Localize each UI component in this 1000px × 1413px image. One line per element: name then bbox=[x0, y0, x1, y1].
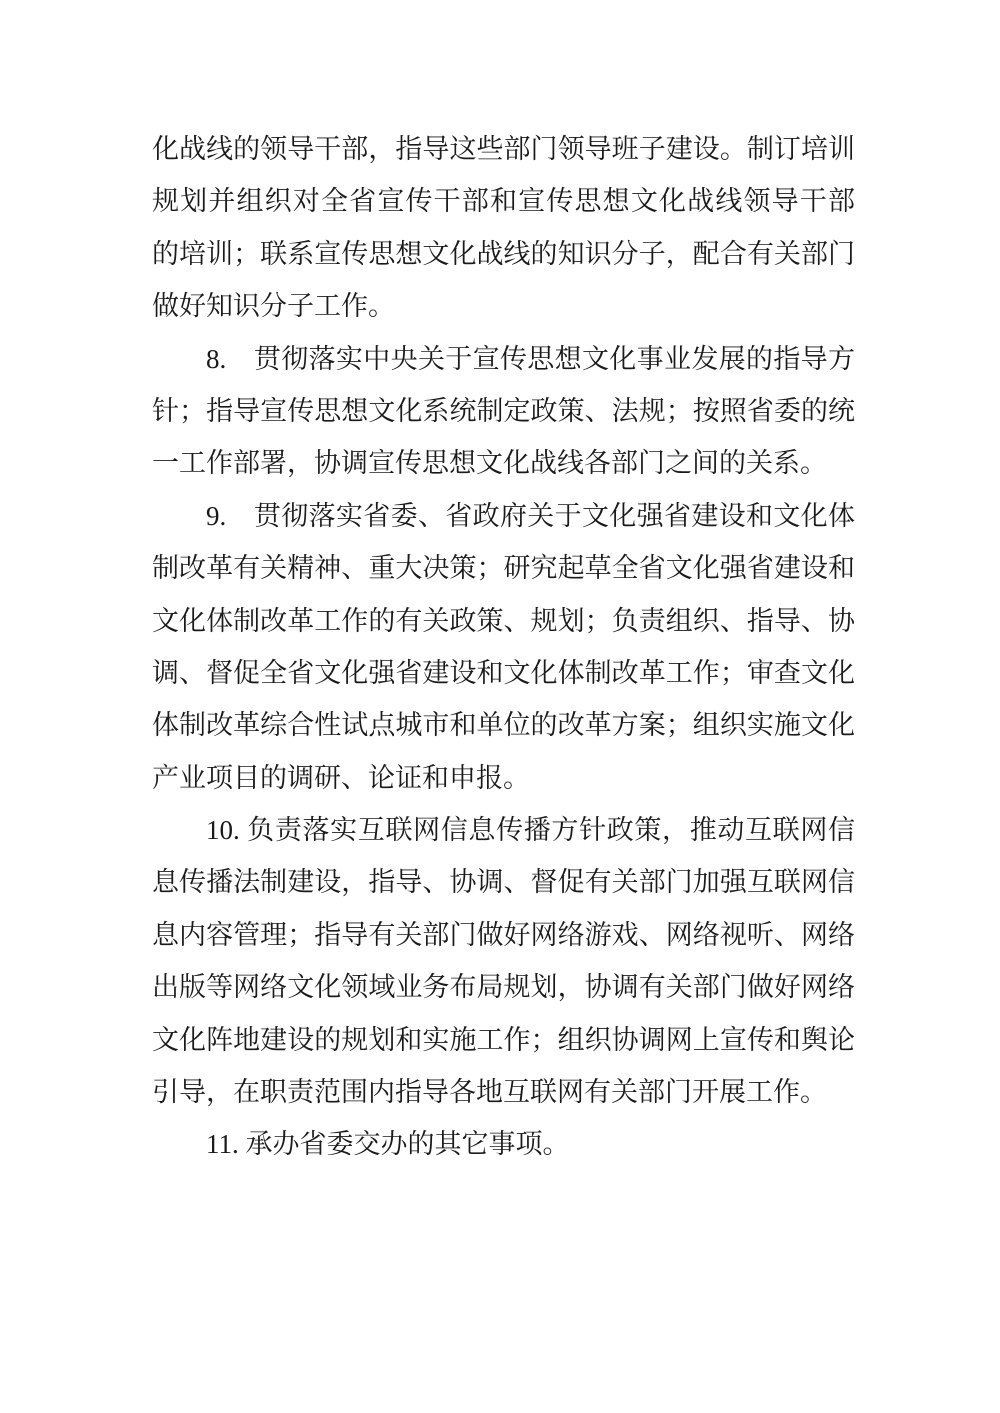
text-line: 做好知识分子工作。 bbox=[152, 291, 395, 322]
text-line: 息传播法制建设，指导、协调、督促有关部门加强互联网信 bbox=[152, 867, 855, 898]
text-line: 制改革有关精神、重大决策；研究起草全省文化强省建设和 bbox=[152, 553, 855, 584]
document-body bbox=[152, 123, 855, 1171]
text-line: 9. 贯彻落实省委、省政府关于文化强省建设和文化体 bbox=[206, 500, 855, 531]
text-line: 产业项目的调研、论证和申报。 bbox=[152, 762, 530, 793]
paragraph-1 bbox=[152, 123, 855, 333]
text-line: 针；指导宣传思想文化系统制定政策、法规；按照省委的统 bbox=[152, 395, 855, 426]
text-line: 11. 承办省委交办的其它事项。 bbox=[206, 1129, 570, 1160]
text-line: 体制改革综合性试点城市和单位的改革方案；组织实施文化 bbox=[152, 710, 855, 741]
paragraph-2 bbox=[152, 333, 855, 490]
paragraph-5 bbox=[152, 1118, 855, 1170]
text-line: 文化体制改革工作的有关政策、规划；负责组织、指导、协 bbox=[152, 605, 855, 636]
text-line: 一工作部署，协调宣传思想文化战线各部门之间的关系。 bbox=[152, 448, 827, 479]
text-line: 息内容管理；指导有关部门做好网络游戏、网络视听、网络 bbox=[152, 919, 855, 950]
paragraph-3 bbox=[152, 490, 855, 804]
text-line: 引导，在职责范围内指导各地互联网有关部门开展工作。 bbox=[152, 1077, 827, 1108]
text-line: 的培训；联系宣传思想文化战线的知识分子，配合有关部门 bbox=[152, 238, 855, 269]
text-line: 化战线的领导干部，指导这些部门领导班子建设。制订培训 bbox=[152, 134, 855, 164]
paragraph-4 bbox=[152, 804, 855, 1118]
text-line: 10. 负责落实互联网信息传播方针政策，推动互联网信 bbox=[206, 815, 855, 846]
text-line: 文化阵地建设的规划和实施工作；组织协调网上宣传和舆论 bbox=[152, 1024, 855, 1055]
text-line: 调、督促全省文化强省建设和文化体制改革工作；审查文化 bbox=[152, 657, 855, 688]
text-line: 8. 贯彻落实中央关于宣传思想文化事业发展的指导方 bbox=[206, 343, 855, 374]
text-line: 规划并组织对全省宣传干部和宣传思想文化战线领导干部 bbox=[152, 186, 855, 217]
text-line: 出版等网络文化领域业务布局规划，协调有关部门做好网络 bbox=[152, 972, 855, 1003]
